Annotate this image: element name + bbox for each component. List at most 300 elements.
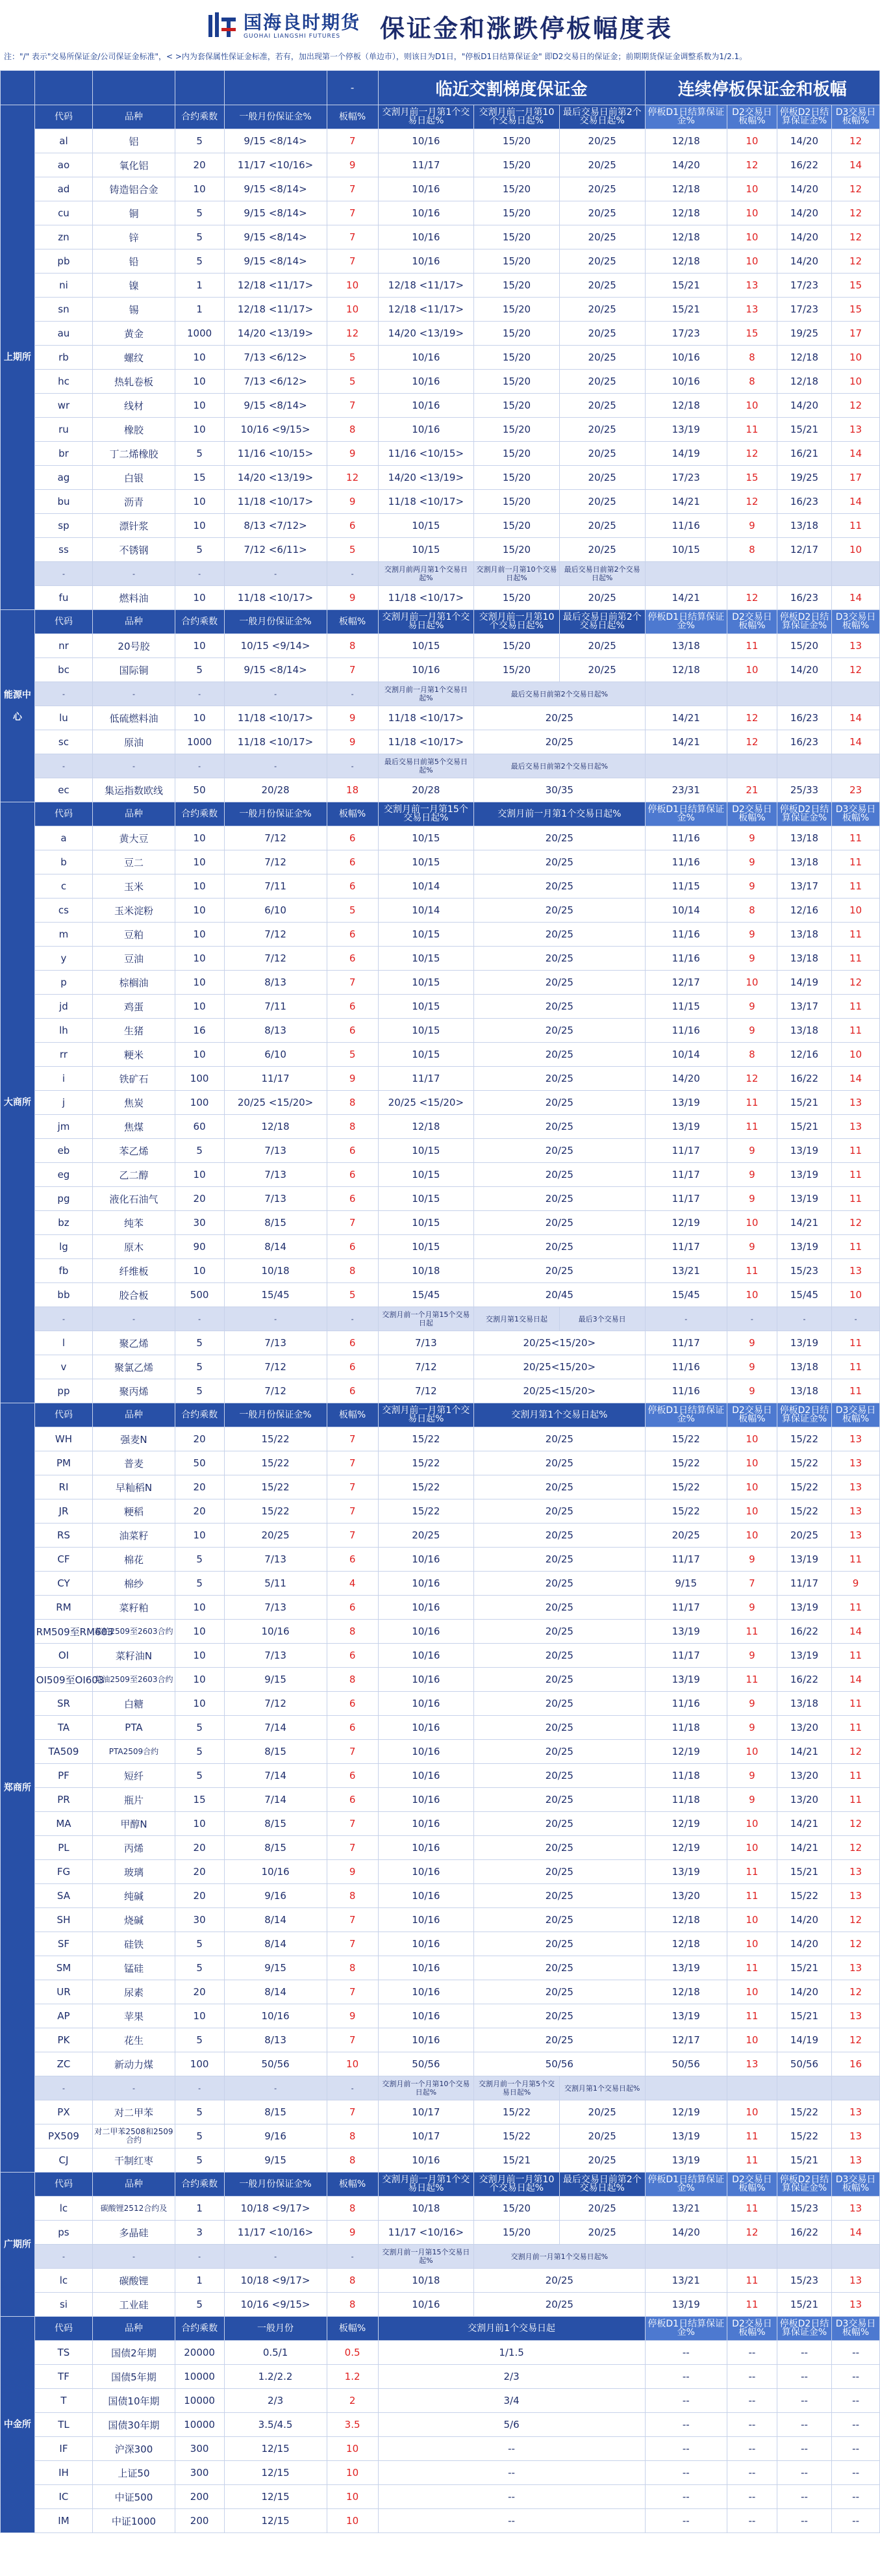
d1-margin-cell: 10/14 — [645, 899, 727, 923]
d1-margin-cell: 13/19 — [645, 1620, 727, 1644]
d1-margin-cell: 11/17 — [645, 1139, 727, 1163]
grad1-cell: 10/15 — [378, 947, 474, 971]
table-row — [1, 1163, 880, 1187]
product-cell: 集运指数欧线 — [93, 778, 175, 802]
grad2-cell: 20/25 — [474, 1692, 645, 1716]
grad2-cell: 20/25 — [474, 1980, 645, 2004]
grad1-cell: 7/12 — [378, 1355, 474, 1379]
d2-margin-cell: 13/18 — [777, 850, 831, 874]
table-row — [1, 490, 880, 514]
d1-margin-cell: 12/19 — [645, 2100, 727, 2124]
margin-cell: 9/15 <8/14> — [224, 129, 327, 153]
code-cell: eb — [34, 1139, 93, 1163]
code-cell: lc — [34, 2197, 93, 2221]
multiplier-cell: 200 — [175, 2485, 224, 2509]
sep-cell: - — [777, 1307, 831, 1331]
multiplier-cell: 10 — [175, 1692, 224, 1716]
d2-margin-cell: 17/23 — [777, 298, 831, 322]
margin-cell: 8/14 — [224, 1932, 327, 1956]
grad2-cell: 20/25 — [474, 1932, 645, 1956]
code-cell: PL — [34, 1836, 93, 1860]
grad2-cell: 20/25 — [474, 1067, 645, 1091]
product-cell: 原油 — [93, 730, 175, 754]
column-header: 合约乘数 — [175, 2317, 224, 2341]
sep-cell: - — [327, 2076, 378, 2100]
sep-cell — [777, 2245, 831, 2269]
code-cell: PM — [34, 1451, 93, 1475]
product-cell: 菜籽油N — [93, 1644, 175, 1668]
grad2-cell: 15/20 — [474, 418, 560, 442]
code-cell: pp — [34, 1379, 93, 1403]
product-cell: 玻璃 — [93, 1860, 175, 1884]
d1-margin-cell: 14/19 — [645, 442, 727, 466]
product-cell: 线材 — [93, 394, 175, 418]
code-cell: IF — [34, 2437, 93, 2461]
product-cell: 燃料油 — [93, 586, 175, 610]
code-cell: PR — [34, 1788, 93, 1812]
code-cell: i — [34, 1067, 93, 1091]
product-cell: 低硫燃料油 — [93, 706, 175, 730]
code-cell: TA509 — [34, 1740, 93, 1764]
table-row — [1, 1427, 880, 1451]
d2-margin-cell: -- — [777, 2485, 831, 2509]
column-header: 品种 — [93, 105, 175, 129]
multiplier-cell: 5 — [175, 2028, 224, 2052]
d1-margin-cell: 12/19 — [645, 1836, 727, 1860]
grad1-cell: 10/16 — [378, 225, 474, 249]
grad2-cell: 15/22 — [474, 2124, 560, 2149]
d3-limit-cell: 15 — [832, 298, 880, 322]
sep-label: 交割月前一月第15个交易日起% — [378, 2245, 474, 2269]
grad1-cell: 15/22 — [378, 1427, 474, 1451]
product-cell: 上证50 — [93, 2461, 175, 2485]
d3-limit-cell: -- — [832, 2341, 880, 2365]
limit-cell: 9 — [327, 490, 378, 514]
limit-cell: 7 — [327, 1836, 378, 1860]
limit-cell: 8 — [327, 2124, 378, 2149]
product-cell: 铅 — [93, 249, 175, 274]
product-cell: 纤维板 — [93, 1259, 175, 1283]
product-cell: 豆二 — [93, 850, 175, 874]
code-cell: pb — [34, 249, 93, 274]
margin-cell: 20/25 — [224, 1524, 327, 1548]
margin-cell: 8/14 — [224, 1235, 327, 1259]
grad2-cell: 20/25 — [474, 706, 645, 730]
d1-margin-cell: 13/19 — [645, 1956, 727, 1980]
grad3-cell: 20/25 — [559, 514, 645, 538]
d2-margin-cell: -- — [777, 2461, 831, 2485]
d1-margin-cell: 12/17 — [645, 971, 727, 995]
table-row — [1, 2269, 880, 2293]
d1-margin-cell: 14/20 — [645, 1067, 727, 1091]
d2-margin-cell: 15/22 — [777, 1451, 831, 1475]
product-cell: 漂针浆 — [93, 514, 175, 538]
multiplier-cell: 5 — [175, 1379, 224, 1403]
d3-limit-cell: 14 — [832, 1067, 880, 1091]
margin-cell: 9/15 — [224, 2149, 327, 2173]
grad2-cell: 15/20 — [474, 394, 560, 418]
column-header: 合约乘数 — [175, 802, 224, 826]
code-cell: pg — [34, 1187, 93, 1211]
multiplier-cell: 10 — [175, 1259, 224, 1283]
margin-cell: 2/3 — [224, 2389, 327, 2413]
sep-cell: - — [224, 562, 327, 586]
code-cell: FG — [34, 1860, 93, 1884]
table-row — [1, 2197, 880, 2221]
d3-limit-cell: 16 — [832, 2052, 880, 2076]
grad2-cell: 20/25 — [474, 1668, 645, 1692]
code-cell: IM — [34, 2509, 93, 2533]
column-header: 板幅% — [327, 2317, 378, 2341]
limit-cell: 7 — [327, 1980, 378, 2004]
d1-margin-cell: 11/16 — [645, 1692, 727, 1716]
table-row — [1, 1187, 880, 1211]
product-cell: 焦炭 — [93, 1091, 175, 1115]
grad2-cell: 15/20 — [474, 514, 560, 538]
d1-margin-cell: 15/22 — [645, 1451, 727, 1475]
code-cell: SH — [34, 1908, 93, 1932]
grad2-cell: 20/25 — [474, 1043, 645, 1067]
limit-cell: 6 — [327, 1163, 378, 1187]
exchange-label: 能源中心 — [1, 610, 35, 802]
sep-cell: - — [224, 754, 327, 778]
table-header — [1, 2317, 880, 2341]
margin-cell: 7/12 — [224, 1355, 327, 1379]
d2-limit-cell: 13 — [727, 2052, 777, 2076]
grad3-cell: 20/25 — [559, 346, 645, 370]
multiplier-cell: 10 — [175, 634, 224, 658]
d2-margin-cell: 15/21 — [777, 1115, 831, 1139]
limit-cell: 8 — [327, 634, 378, 658]
sep-label: 交割月前两月第1个交易日起% — [378, 562, 474, 586]
multiplier-cell: 30 — [175, 1908, 224, 1932]
d2-margin-cell: 13/19 — [777, 1139, 831, 1163]
d3-limit-cell: 13 — [832, 418, 880, 442]
d1-margin-cell: 50/56 — [645, 2052, 727, 2076]
table-row — [1, 2221, 880, 2245]
margin-cell: 15/22 — [224, 1451, 327, 1475]
grad1-cell: 10/15 — [378, 1187, 474, 1211]
sep-cell: - — [34, 2245, 93, 2269]
d1-margin-cell: 11/18 — [645, 1788, 727, 1812]
d2-margin-cell: -- — [777, 2413, 831, 2437]
grad1-cell: 10/16 — [378, 1764, 474, 1788]
multiplier-cell: 10 — [175, 2004, 224, 2028]
table-row — [1, 346, 880, 370]
multiplier-cell: 5 — [175, 1956, 224, 1980]
margin-cell: 8/13 — [224, 2028, 327, 2052]
grad1-cell: 10/16 — [378, 1668, 474, 1692]
d2-limit-cell: 11 — [727, 1620, 777, 1644]
margin-cell: 11/17 <10/16> — [224, 2221, 327, 2245]
d3-limit-cell: 14 — [832, 730, 880, 754]
column-header: 代码 — [34, 1403, 93, 1427]
limit-cell: 5 — [327, 370, 378, 394]
margin-cell: 11/18 <10/17> — [224, 730, 327, 754]
table-row — [1, 947, 880, 971]
grad1-cell: 10/16 — [378, 1716, 474, 1740]
d2-limit-cell: 11 — [727, 1091, 777, 1115]
d2-limit-cell: 9 — [727, 1355, 777, 1379]
table-row — [1, 1644, 880, 1668]
multiplier-cell: 20 — [175, 1836, 224, 1860]
grad3-cell: 20/25 — [559, 2149, 645, 2173]
d2-limit-cell: 9 — [727, 1163, 777, 1187]
limit-cell: 6 — [327, 1644, 378, 1668]
grad1-cell: 7/12 — [378, 1379, 474, 1403]
d3-limit-cell: 12 — [832, 1211, 880, 1235]
d2-limit-cell: 8 — [727, 370, 777, 394]
margin-cell: 7/11 — [224, 995, 327, 1019]
multiplier-cell: 10 — [175, 1620, 224, 1644]
d1-margin-cell: 14/20 — [645, 2221, 727, 2245]
sep-cell: - — [645, 1307, 727, 1331]
d2-limit-cell: 9 — [727, 1644, 777, 1668]
table-row — [1, 1331, 880, 1355]
limit-cell: 8 — [327, 1668, 378, 1692]
product-cell: 铸造铝合金 — [93, 177, 175, 201]
product-cell: 棉纱 — [93, 1572, 175, 1596]
sep-cell: - — [175, 562, 224, 586]
code-cell: PX509 — [34, 2124, 93, 2149]
grad3-cell: 20/25 — [559, 274, 645, 298]
grad3-cell: 20/25 — [559, 2124, 645, 2149]
code-cell: c — [34, 874, 93, 899]
limit-cell: 1.2 — [327, 2365, 378, 2389]
d2-limit-cell: 10 — [727, 971, 777, 995]
grad1-cell: 10/16 — [378, 1980, 474, 2004]
code-cell: bz — [34, 1211, 93, 1235]
grad2-cell: 15/20 — [474, 2221, 560, 2245]
grad1-cell: 11/18 <10/17> — [378, 586, 474, 610]
d3-limit-cell: 11 — [832, 1379, 880, 1403]
d1-margin-cell: 11/16 — [645, 514, 727, 538]
product-cell: 沥青 — [93, 490, 175, 514]
d1-margin-cell: 12/18 — [645, 394, 727, 418]
d1-margin-cell: 11/17 — [645, 1331, 727, 1355]
margin-cell: 9/15 <8/14> — [224, 249, 327, 274]
sep-cell — [645, 2245, 727, 2269]
multiplier-cell: 10 — [175, 899, 224, 923]
code-cell: TS — [34, 2341, 93, 2365]
code-cell: l — [34, 1331, 93, 1355]
margin-cell: 8/15 — [224, 1812, 327, 1836]
table-row — [1, 2100, 880, 2124]
margin-cell: 12/15 — [224, 2461, 327, 2485]
d2-margin-cell: 14/21 — [777, 1812, 831, 1836]
column-header: 交割月前一月第1个交易日起% — [474, 802, 645, 826]
table-row — [1, 586, 880, 610]
limit-cell: 9 — [327, 442, 378, 466]
d2-limit-cell: 9 — [727, 995, 777, 1019]
table-row — [1, 658, 880, 682]
code-cell: MA — [34, 1812, 93, 1836]
table-row — [1, 2028, 880, 2052]
d3-limit-cell: 12 — [832, 201, 880, 225]
code-cell: bb — [34, 1283, 93, 1307]
product-cell: 国际铜 — [93, 658, 175, 682]
grad1-cell: 10/16 — [378, 1620, 474, 1644]
sep-cell: - — [175, 754, 224, 778]
grad1-cell: 10/16 — [378, 1692, 474, 1716]
d2-limit-cell: 21 — [727, 778, 777, 802]
margin-cell: 7/12 — [224, 923, 327, 947]
d3-limit-cell: 11 — [832, 1187, 880, 1211]
grad2-cell: 20/25 — [474, 1908, 645, 1932]
grad3-cell: 20/25 — [559, 466, 645, 490]
d1-margin-cell: 15/22 — [645, 1475, 727, 1499]
product-cell: 强麦N — [93, 1427, 175, 1451]
grad2-cell: 15/22 — [474, 2100, 560, 2124]
d1-margin-cell: 15/22 — [645, 1427, 727, 1451]
margin-cell: 11/18 <10/17> — [224, 706, 327, 730]
d2-margin-cell: 15/23 — [777, 1259, 831, 1283]
d2-margin-cell: 15/21 — [777, 1860, 831, 1884]
table-sub-header — [1, 754, 880, 778]
limit-cell: 6 — [327, 995, 378, 1019]
grad1-cell: 10/15 — [378, 971, 474, 995]
column-header: 板幅% — [327, 610, 378, 634]
d2-margin-cell: 12/16 — [777, 1043, 831, 1067]
d2-margin-cell: 14/19 — [777, 2028, 831, 2052]
multiplier-cell: 16 — [175, 1019, 224, 1043]
d2-limit-cell: 9 — [727, 1764, 777, 1788]
margin-cell: 8/14 — [224, 1908, 327, 1932]
grad2-cell: 20/25 — [474, 899, 645, 923]
column-header: 代码 — [34, 2317, 93, 2341]
d2-limit-cell: 10 — [727, 1211, 777, 1235]
d1-margin-cell: 14/21 — [645, 490, 727, 514]
d2-limit-cell: 10 — [727, 1451, 777, 1475]
sep-label: 交割月前一个月第10个交易日起% — [378, 2076, 474, 2100]
d3-limit-cell: 13 — [832, 1091, 880, 1115]
d2-limit-cell: 12 — [727, 442, 777, 466]
code-cell: TF — [34, 2365, 93, 2389]
grad1-cell: 10/16 — [378, 1644, 474, 1668]
d1-margin-cell: -- — [645, 2485, 727, 2509]
column-header: 品种 — [93, 2173, 175, 2197]
table-row — [1, 2124, 880, 2149]
d2-margin-cell: 15/21 — [777, 1091, 831, 1115]
multiplier-cell: 100 — [175, 2052, 224, 2076]
code-cell: bu — [34, 490, 93, 514]
d2-limit-cell: 8 — [727, 899, 777, 923]
grad2-cell: 20/25 — [474, 1716, 645, 1740]
product-cell: 早籼稻N — [93, 1475, 175, 1499]
code-cell: SM — [34, 1956, 93, 1980]
product-cell: 新动力煤 — [93, 2052, 175, 2076]
margin-cell: 7/13 — [224, 1548, 327, 1572]
table-row — [1, 1764, 880, 1788]
exchange-label: 郑商所 — [1, 1403, 35, 2173]
grad2-cell: 20/25 — [474, 995, 645, 1019]
column-header: 代码 — [34, 105, 93, 129]
table-row — [1, 1788, 880, 1812]
d1-margin-cell: 13/19 — [645, 1115, 727, 1139]
d2-margin-cell: 12/17 — [777, 538, 831, 562]
d2-limit-cell: 11 — [727, 2124, 777, 2149]
title-cell — [93, 71, 175, 105]
multiplier-cell: 5 — [175, 201, 224, 225]
limit-cell: 5 — [327, 346, 378, 370]
d1-margin-cell: 11/17 — [645, 1235, 727, 1259]
code-cell: AP — [34, 2004, 93, 2028]
multiplier-cell: 20 — [175, 1475, 224, 1499]
d3-limit-cell: 12 — [832, 1932, 880, 1956]
limit-cell: 6 — [327, 1548, 378, 1572]
grad1-cell: 10/16 — [378, 249, 474, 274]
product-cell: 瓶片 — [93, 1788, 175, 1812]
d2-margin-cell: 13/20 — [777, 1716, 831, 1740]
limit-cell: 10 — [327, 2485, 378, 2509]
limit-cell: 8 — [327, 1884, 378, 1908]
multiplier-cell: 300 — [175, 2461, 224, 2485]
code-cell: IH — [34, 2461, 93, 2485]
code-cell: UR — [34, 1980, 93, 2004]
column-header: 最后交易日前第2个交易日起% — [559, 2173, 645, 2197]
limit-cell: 7 — [327, 971, 378, 995]
d2-margin-cell: 14/21 — [777, 1740, 831, 1764]
d2-limit-cell: 7 — [727, 1572, 777, 1596]
d2-limit-cell: 10 — [727, 1836, 777, 1860]
d3-limit-cell: 14 — [832, 586, 880, 610]
grad1-cell: 10/15 — [378, 1139, 474, 1163]
table-row — [1, 2437, 880, 2461]
sep-cell — [645, 682, 727, 706]
grad2-cell: 20/25 — [474, 923, 645, 947]
column-header: 板幅% — [327, 1403, 378, 1427]
column-header: 停板D1日结算保证金% — [645, 1403, 727, 1427]
grad1-cell: 11/17 — [378, 1067, 474, 1091]
d2-limit-cell: 12 — [727, 2221, 777, 2245]
margin-cell: 8/14 — [224, 1980, 327, 2004]
limit-cell: 7 — [327, 1451, 378, 1475]
grad1-cell: 10/18 — [378, 1259, 474, 1283]
d1-margin-cell: 11/17 — [645, 1163, 727, 1187]
table-row — [1, 2052, 880, 2076]
limit-cell: 6 — [327, 1596, 378, 1620]
table-row — [1, 466, 880, 490]
table-row — [1, 1475, 880, 1499]
d2-limit-cell: 9 — [727, 826, 777, 850]
code-cell: bc — [34, 658, 93, 682]
table-row — [1, 2004, 880, 2028]
d1-margin-cell: 11/17 — [645, 1548, 727, 1572]
multiplier-cell: 30 — [175, 1211, 224, 1235]
grad2-cell: 20/25 — [474, 1740, 645, 1764]
margin-cell: 9/15 <8/14> — [224, 177, 327, 201]
page-header — [0, 0, 880, 52]
margin-cell: 8/15 — [224, 1740, 327, 1764]
multiplier-cell: 5 — [175, 129, 224, 153]
grad2-cell: 15/20 — [474, 634, 560, 658]
table-row — [1, 2293, 880, 2317]
d3-limit-cell: 11 — [832, 1331, 880, 1355]
column-header: 一般月份保证金% — [224, 802, 327, 826]
margin-cell: 8/13 <7/12> — [224, 514, 327, 538]
grad1-cell: 10/16 — [378, 201, 474, 225]
multiplier-cell: 20 — [175, 153, 224, 177]
code-cell: fu — [34, 586, 93, 610]
table-row — [1, 2485, 880, 2509]
d3-limit-cell: 13 — [832, 1956, 880, 1980]
d2-limit-cell: 9 — [727, 1596, 777, 1620]
d3-limit-cell: 17 — [832, 322, 880, 346]
grad1-cell: 10/16 — [378, 1572, 474, 1596]
column-header: 品种 — [93, 802, 175, 826]
d3-limit-cell: 14 — [832, 2221, 880, 2245]
multiplier-cell: 10 — [175, 1668, 224, 1692]
